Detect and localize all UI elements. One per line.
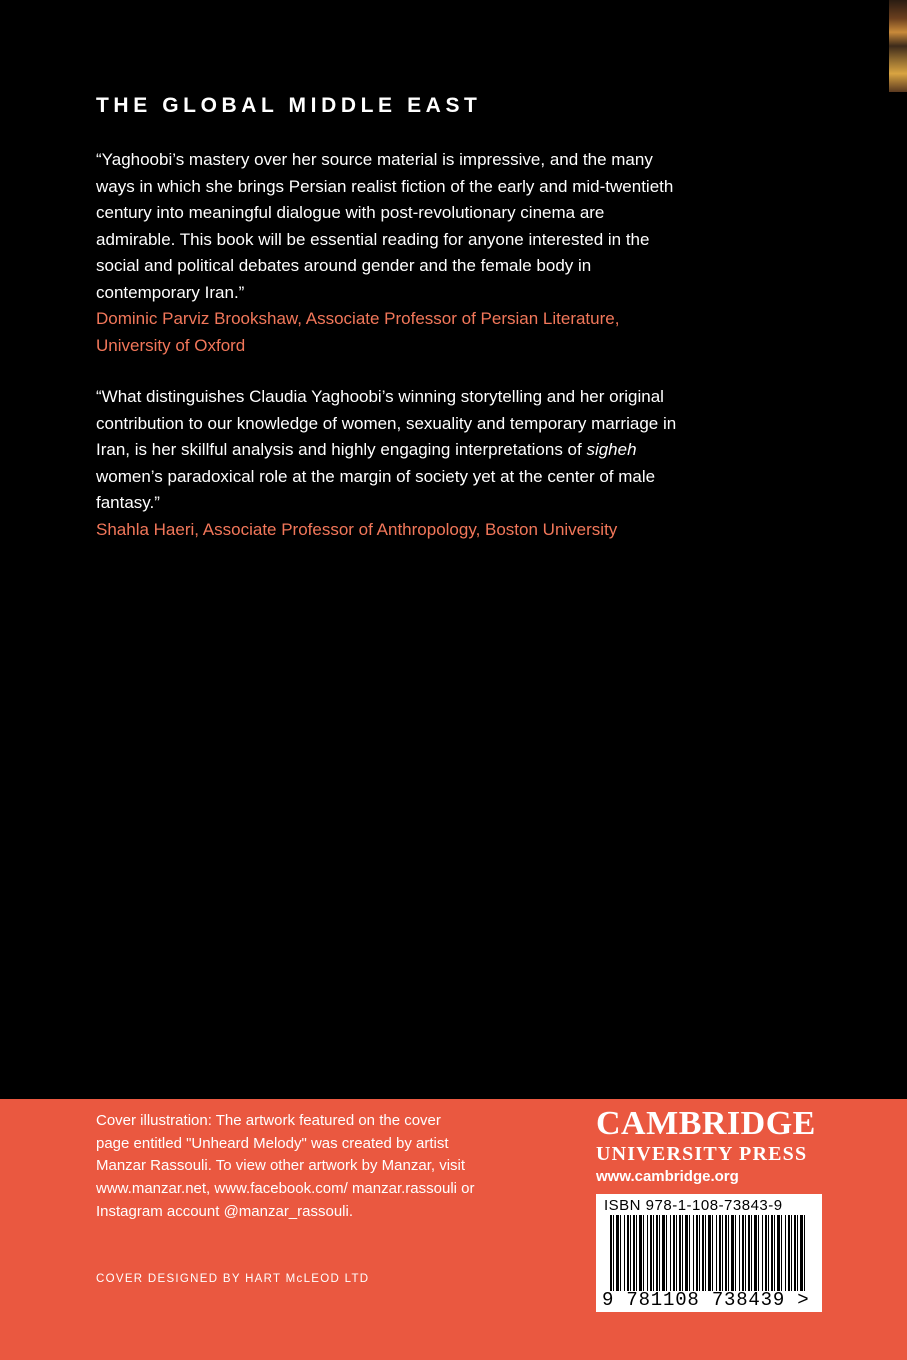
quote-body-start: “What distinguishes Claudia Yaghoobi’s winning storytelling and her original contribution to our knowledge of women, sexuality and temporary marriage in Iran, is her skillful analysis and highly engaging interpretations of [96,387,677,459]
isbn-barcode [596,1194,822,1312]
quote-body: “Yaghoobi’s mastery over her source material is impressive, and the many ways in which she brings Persian realist fiction of the early and mid-twentieth century into meaningful dialogue with post-revolutionary cinema are admirable. This book will be essential reading for anyone interested in the social and political debates around gender and the female body in contemporary Iran.” [96,150,674,302]
barcode-bars [610,1215,808,1291]
footer-band [0,1099,907,1360]
publisher-logo [596,1105,836,1185]
cover-designer-credit: COVER DESIGNED BY HART McLEOD LTD [96,1273,370,1285]
cover-illustration-credit: Cover illustration: The artwork featured on the cover page entitled "Unheard Melody" was created by artist Manzar Rassouli. To view other artwork by Manzar, visit www.manzar.net, www.facebook.com/ manzar.rassouli or Instagram account @manzar_rassouli. [96,1112,475,1220]
publisher-subtitle: UNIVERSITY PRESS [596,1143,808,1165]
endorsement-quote-1 [96,147,681,359]
quote-italic-term: sigheh [586,440,637,459]
isbn-number: ISBN 978-1-108-73843-9 [604,1197,783,1214]
publisher-url: www.cambridge.org [596,1168,739,1185]
series-title: THE GLOBAL MIDDLE EAST [96,94,482,117]
quote-text [96,147,681,306]
quote-attribution: Dominic Parviz Brookshaw, Associate Professor of Persian Literature, University of Oxford [96,309,620,355]
publisher-name: CAMBRIDGE [596,1105,816,1142]
endorsement-quote-2 [96,384,681,543]
quote-attribution: Shahla Haeri, Associate Professor of Anthropology, Boston University [96,519,618,539]
ean-digits: 9 781108 738439 > [602,1289,810,1311]
quote-text [96,384,681,517]
quote-body-end: women’s paradoxical role at the margin of society yet at the center of male fantasy.” [96,466,656,512]
cover-art-edge [889,0,907,92]
